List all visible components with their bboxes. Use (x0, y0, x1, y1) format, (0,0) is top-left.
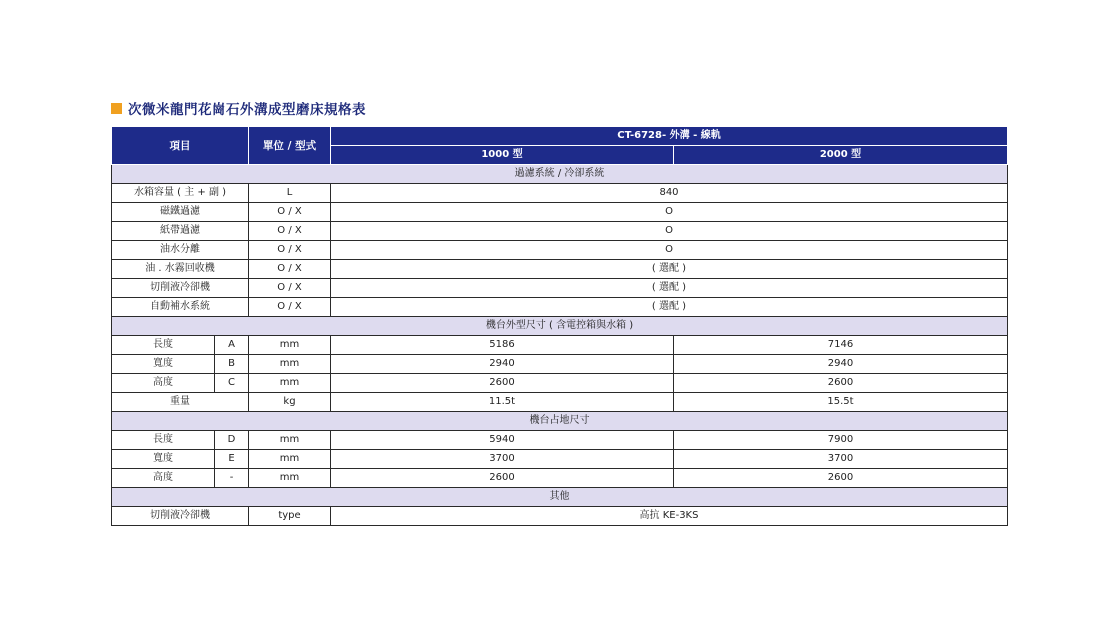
header-row (112, 127, 1008, 146)
row-value: O (331, 203, 1008, 222)
header-item: 項目 (112, 127, 249, 165)
header-model-1000: 1000 型 (331, 146, 674, 165)
section-filter: 過濾系統 / 冷卻系統 (112, 165, 1008, 184)
row-value: 840 (331, 184, 1008, 203)
table-row (112, 374, 1008, 393)
row-unit: mm (249, 336, 331, 355)
table-row (112, 222, 1008, 241)
row-label: 油 . 水霧回收機 (112, 260, 249, 279)
row-code: E (215, 450, 249, 469)
row-value-1000: 2940 (331, 355, 674, 374)
row-code: C (215, 374, 249, 393)
header-model: CT-6728- 外溝 - 線軌 (331, 127, 1008, 146)
row-value: O (331, 241, 1008, 260)
row-label: 切削液冷卻機 (112, 507, 249, 526)
row-unit: kg (249, 393, 331, 412)
table-row (112, 336, 1008, 355)
row-label: 高度 (112, 469, 215, 488)
row-value-2000: 2600 (674, 374, 1008, 393)
row-value-1000: 11.5t (331, 393, 674, 412)
table-row (112, 260, 1008, 279)
row-unit: mm (249, 431, 331, 450)
section-row (112, 317, 1008, 336)
row-code: D (215, 431, 249, 450)
header-model-2000: 2000 型 (674, 146, 1008, 165)
row-code: - (215, 469, 249, 488)
row-value-1000: 2600 (331, 469, 674, 488)
row-value-2000: 2600 (674, 469, 1008, 488)
section-row (112, 165, 1008, 184)
spec-table (111, 126, 1008, 526)
table-row (112, 241, 1008, 260)
table-row (112, 298, 1008, 317)
row-unit: mm (249, 469, 331, 488)
row-label: 自動補水系統 (112, 298, 249, 317)
row-unit: mm (249, 355, 331, 374)
table-row (112, 507, 1008, 526)
row-value-2000: 7146 (674, 336, 1008, 355)
row-label: 高度 (112, 374, 215, 393)
row-value: ( 選配 ) (331, 260, 1008, 279)
table-row (112, 184, 1008, 203)
table-row (112, 279, 1008, 298)
table-row (112, 450, 1008, 469)
header-unit: 單位 / 型式 (249, 127, 331, 165)
row-value-2000: 15.5t (674, 393, 1008, 412)
row-label: 切削液冷卻機 (112, 279, 249, 298)
table-row (112, 203, 1008, 222)
section-other: 其他 (112, 488, 1008, 507)
row-value-1000: 3700 (331, 450, 674, 469)
row-unit: O / X (249, 298, 331, 317)
section-row (112, 412, 1008, 431)
row-value: 高抗 KE-3KS (331, 507, 1008, 526)
row-label: 磁鐵過濾 (112, 203, 249, 222)
row-unit: O / X (249, 241, 331, 260)
row-value-1000: 5186 (331, 336, 674, 355)
section-floor: 機台占地尺寸 (112, 412, 1008, 431)
row-value-1000: 2600 (331, 374, 674, 393)
page-title (111, 99, 366, 117)
row-unit: mm (249, 450, 331, 469)
table-row (112, 469, 1008, 488)
row-value: ( 選配 ) (331, 279, 1008, 298)
title-text: 次微米龍門花崗石外溝成型磨床規格表 (128, 102, 366, 118)
section-machine: 機台外型尺寸 ( 含電控箱與水箱 ) (112, 317, 1008, 336)
table-row (112, 355, 1008, 374)
row-label: 水箱容量 ( 主 + 副 ) (112, 184, 249, 203)
row-value-2000: 3700 (674, 450, 1008, 469)
row-unit: mm (249, 374, 331, 393)
table-row (112, 393, 1008, 412)
row-unit: type (249, 507, 331, 526)
section-row (112, 488, 1008, 507)
row-unit: L (249, 184, 331, 203)
table-row (112, 431, 1008, 450)
row-value: O (331, 222, 1008, 241)
row-label: 長度 (112, 336, 215, 355)
row-label: 長度 (112, 431, 215, 450)
row-unit: O / X (249, 279, 331, 298)
row-label: 寬度 (112, 450, 215, 469)
row-code: B (215, 355, 249, 374)
row-label: 油水分離 (112, 241, 249, 260)
row-unit: O / X (249, 222, 331, 241)
row-value-2000: 7900 (674, 431, 1008, 450)
title-square-icon (111, 103, 122, 114)
row-value: ( 選配 ) (331, 298, 1008, 317)
row-label: 寬度 (112, 355, 215, 374)
row-label: 重量 (112, 393, 249, 412)
row-unit: O / X (249, 203, 331, 222)
row-unit: O / X (249, 260, 331, 279)
row-value-2000: 2940 (674, 355, 1008, 374)
row-label: 紙帶過濾 (112, 222, 249, 241)
row-value-1000: 5940 (331, 431, 674, 450)
row-code: A (215, 336, 249, 355)
